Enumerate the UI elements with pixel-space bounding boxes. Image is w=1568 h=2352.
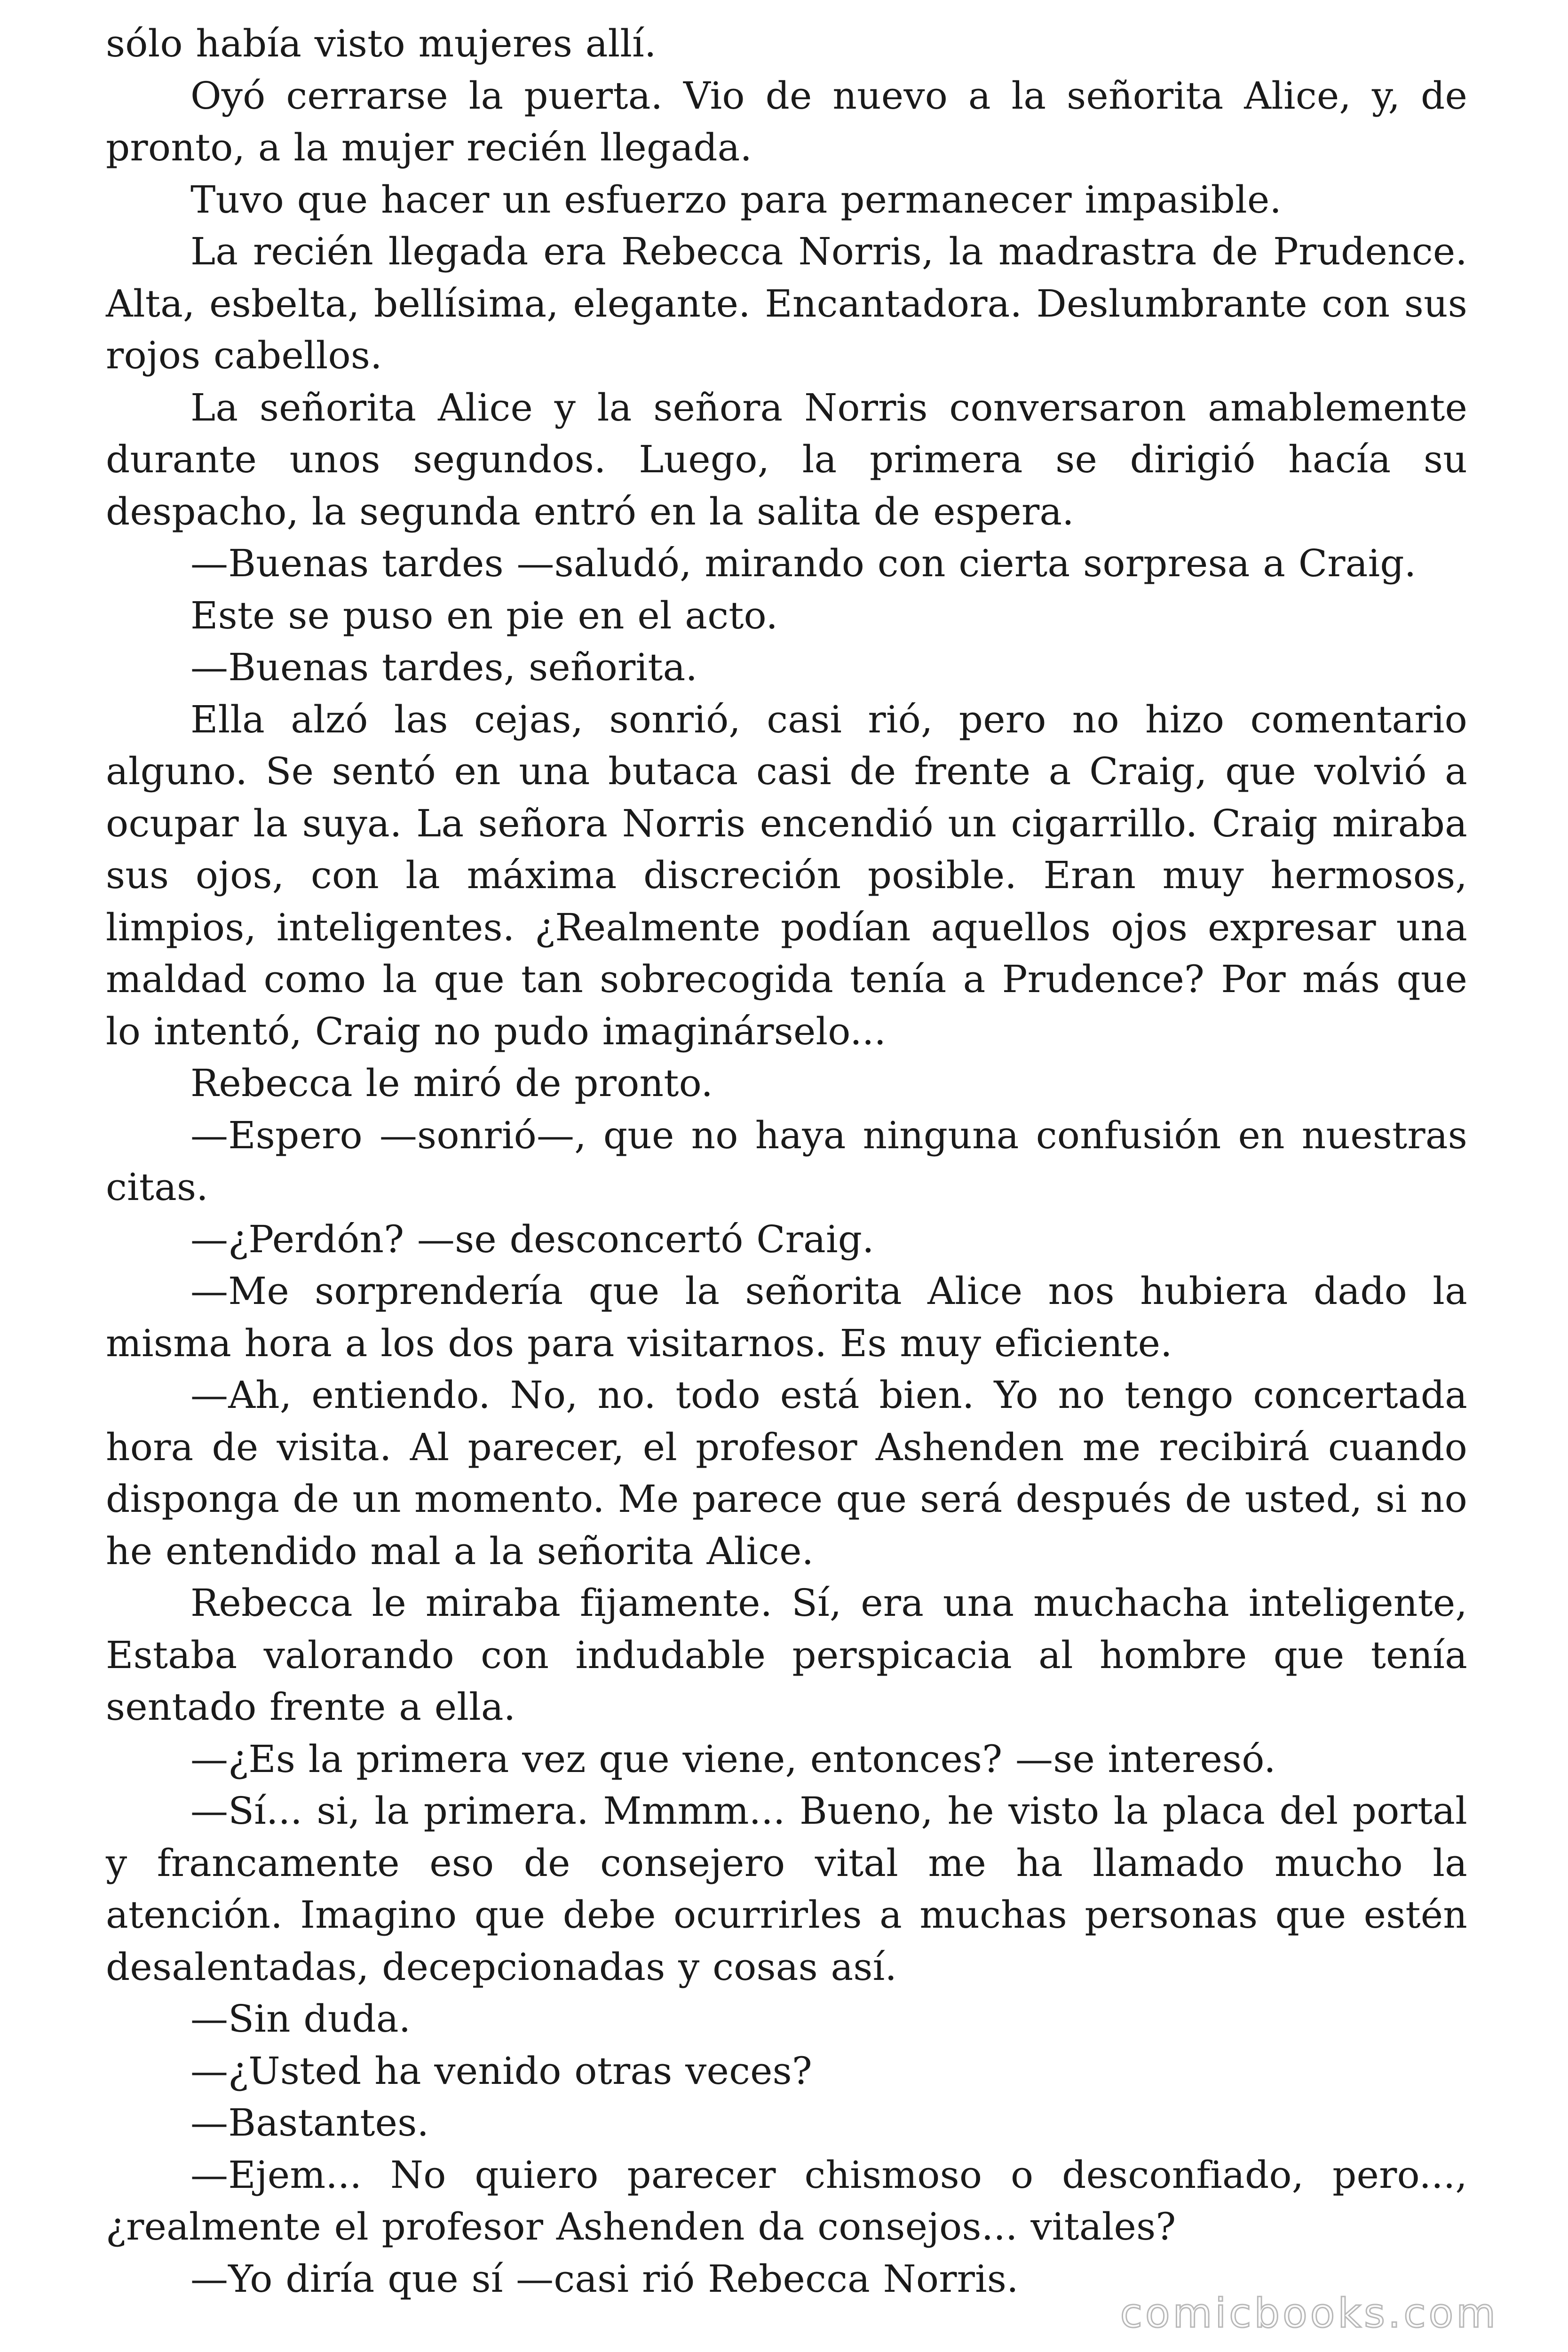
paragraph: La señorita Alice y la señora Norris conversaron amablemente durante unos segundos. Luego, la primera se dirigió hacía su despacho, la segunda entró en la salita de espera.: [106, 385, 1467, 533]
paragraph: Este se puso en pie en el acto.: [190, 593, 778, 637]
paragraph: Ella alzó las cejas, sonrió, casi rió, pero no hizo comentario alguno. Se sentó en una butaca casi de frente a Craig, que volvió a ocupar la suya. La señora Norris encendió un cigarrillo. Craig miraba sus ojos, con la máxima discreción posible. Eran muy hermosos, limpios, inteligentes. ¿Realmente podían aquellos ojos expresar una maldad como la que tan sobrecogida tenía a Prudence? Por más que lo intentó, Craig no pudo imaginárselo...: [106, 697, 1467, 1053]
paragraph: Rebecca le miró de pronto.: [190, 1061, 713, 1105]
paragraph: —Me sorprendería que la señorita Alice nos hubiera dado la misma hora a los dos para visitarnos. Es muy eficiente.: [106, 1269, 1467, 1365]
watermark: comicbooks.com: [1120, 2290, 1498, 2337]
paragraph: Tuvo que hacer un esfuerzo para permanecer impasible.: [190, 177, 1282, 222]
paragraph: Rebecca le miraba fijamente. Sí, era una muchacha inteligente, Estaba valorando con indudable perspicacia al hombre que tenía sentado frente a ella.: [106, 1581, 1467, 1729]
paragraph: —Buenas tardes —saludó, mirando con cierta sorpresa a Craig.: [190, 541, 1417, 585]
page-text: [106, 18, 1467, 2305]
paragraph: —¿Perdón? —se desconcertó Craig.: [190, 1217, 874, 1261]
paragraph: —Bastantes.: [190, 2101, 429, 2145]
paragraph: —Sí... si, la primera. Mmmm... Bueno, he visto la placa del portal y francamente eso de consejero vital me ha llamado mucho la atención. Imagino que debe ocurrirles a muchas personas que estén desalentadas, decepcionadas y cosas así.: [106, 1789, 1467, 1989]
paragraph: —¿Es la primera vez que viene, entonces? —se interesó.: [190, 1737, 1276, 1781]
paragraph: —Espero —sonrió—, que no haya ninguna confusión en nuestras citas.: [106, 1113, 1467, 1209]
paragraph: —Sin duda.: [190, 1997, 411, 2041]
paragraph: —¿Usted ha venido otras veces?: [190, 2049, 812, 2093]
paragraph: La recién llegada era Rebecca Norris, la madrastra de Prudence. Alta, esbelta, bellísima, elegante. Encantadora. Deslumbrante con sus rojos cabellos.: [106, 230, 1467, 377]
paragraph: —Yo diría que sí —casi rió Rebecca Norris.: [190, 2257, 1019, 2301]
paragraph: Oyó cerrarse la puerta. Vio de nuevo a la señorita Alice, y, de pronto, a la mujer recién llegada.: [106, 73, 1467, 169]
paragraph: —Buenas tardes, señorita.: [190, 645, 698, 689]
paragraph: —Ejem... No quiero parecer chismoso o desconfiado, pero..., ¿realmente el profesor Ashenden da consejos... vitales?: [106, 2153, 1467, 2249]
paragraph: sólo había visto mujeres allí.: [106, 22, 657, 65]
paragraph: —Ah, entiendo. No, no. todo está bien. Yo no tengo concertada hora de visita. Al parecer, el profesor Ashenden me recibirá cuando disponga de un momento. Me parece que será después de usted, si no he entendido mal a la señorita Alice.: [106, 1373, 1467, 1573]
